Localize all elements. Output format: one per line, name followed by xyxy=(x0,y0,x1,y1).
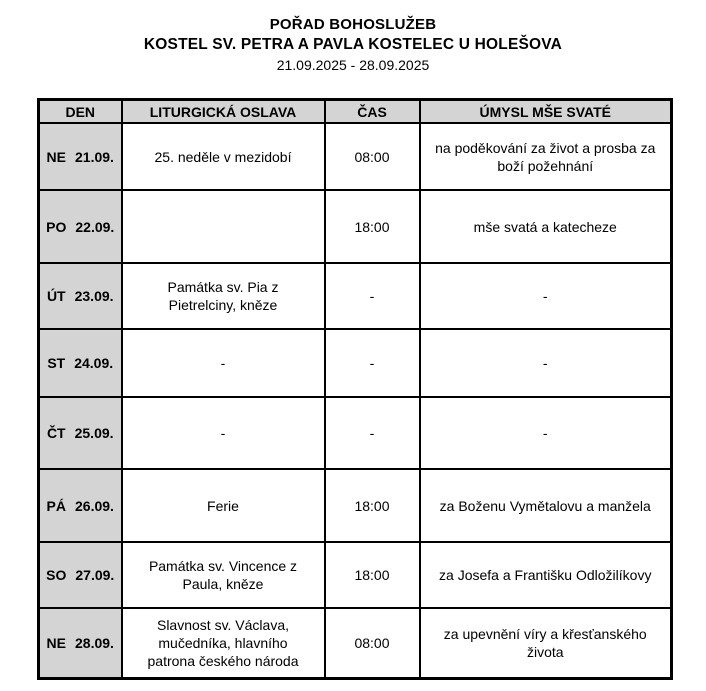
intention-cell: - xyxy=(420,263,672,329)
day-abbrev: PÁ xyxy=(46,497,66,514)
celebration-cell xyxy=(122,190,325,263)
day-cell xyxy=(39,608,122,679)
day-cell xyxy=(39,190,122,263)
intention-cell: za Boženu Vymětalovu a manžela xyxy=(420,469,672,542)
document-header xyxy=(0,0,706,75)
day-cell xyxy=(39,263,122,329)
day-date: 28.09. xyxy=(75,635,114,651)
day-date: 22.09. xyxy=(75,218,115,235)
column-header-day: DEN xyxy=(39,100,122,124)
time-cell: 18:00 xyxy=(325,190,420,263)
table-row xyxy=(39,263,672,329)
table-row xyxy=(39,469,672,542)
day-abbrev: ST xyxy=(47,355,66,371)
day-date: 25.09. xyxy=(74,425,114,441)
table-row xyxy=(39,397,672,469)
day-date: 24.09. xyxy=(74,355,114,371)
time-cell: 18:00 xyxy=(325,542,420,608)
day-abbrev: NE xyxy=(46,635,66,651)
time-cell: - xyxy=(325,263,420,329)
church-name: KOSTEL SV. PETRA A PAVLA KOSTELEC U HOLEŠOVA xyxy=(143,36,563,53)
day-cell xyxy=(39,469,122,542)
intention-cell: na poděkování za život a prosba za boží požehnání xyxy=(420,123,672,190)
table-row xyxy=(39,329,672,397)
celebration-cell: 25. neděle v mezidobí xyxy=(122,123,325,190)
intention-cell: za Josefa a Františku Odložilíkovy xyxy=(420,542,672,608)
table-header-row xyxy=(39,100,672,124)
celebration-cell: - xyxy=(122,329,325,397)
day-date: 26.09. xyxy=(75,497,114,514)
day-abbrev: SO xyxy=(46,567,67,583)
day-cell xyxy=(39,329,122,397)
intention-cell: - xyxy=(420,329,672,397)
day-abbrev: PO xyxy=(46,218,67,235)
mass-schedule-table xyxy=(37,98,673,680)
celebration-cell: Ferie xyxy=(122,469,325,542)
day-cell xyxy=(39,542,122,608)
table-row xyxy=(39,608,672,679)
day-date: 23.09. xyxy=(74,288,114,304)
time-cell: - xyxy=(325,329,420,397)
day-cell xyxy=(39,123,122,190)
day-abbrev: NE xyxy=(46,148,66,165)
time-cell: 08:00 xyxy=(325,608,420,679)
intention-cell: mše svatá a katecheze xyxy=(420,190,672,263)
time-cell: 18:00 xyxy=(325,469,420,542)
time-cell: 08:00 xyxy=(325,123,420,190)
table-row xyxy=(39,190,672,263)
day-abbrev: ČT xyxy=(46,425,66,441)
day-date: 27.09. xyxy=(75,567,115,583)
date-range: 21.09.2025 - 28.09.2025 xyxy=(276,57,430,73)
intention-cell: - xyxy=(420,397,672,469)
day-abbrev: ÚT xyxy=(46,288,66,304)
time-cell: - xyxy=(325,397,420,469)
column-header-time: ČAS xyxy=(325,100,420,124)
document-title: POŘAD BOHOSLUŽEB xyxy=(269,16,437,33)
column-header-intention: ÚMYSL MŠE SVATÉ xyxy=(420,100,672,124)
table-row xyxy=(39,542,672,608)
day-cell xyxy=(39,397,122,469)
celebration-cell: Památka sv. Vincence z Paula, kněze xyxy=(122,542,325,608)
celebration-cell: Slavnost sv. Václava, mučedníka, hlavního patrona českého národa xyxy=(122,608,325,679)
table-row xyxy=(39,123,672,190)
intention-cell: za upevnění víry a křesťanského života xyxy=(420,608,672,679)
celebration-cell: - xyxy=(122,397,325,469)
celebration-cell: Památka sv. Pia z Pietrelciny, kněze xyxy=(122,263,325,329)
day-date: 21.09. xyxy=(75,148,114,165)
column-header-celebration: LITURGICKÁ OSLAVA xyxy=(122,100,325,124)
